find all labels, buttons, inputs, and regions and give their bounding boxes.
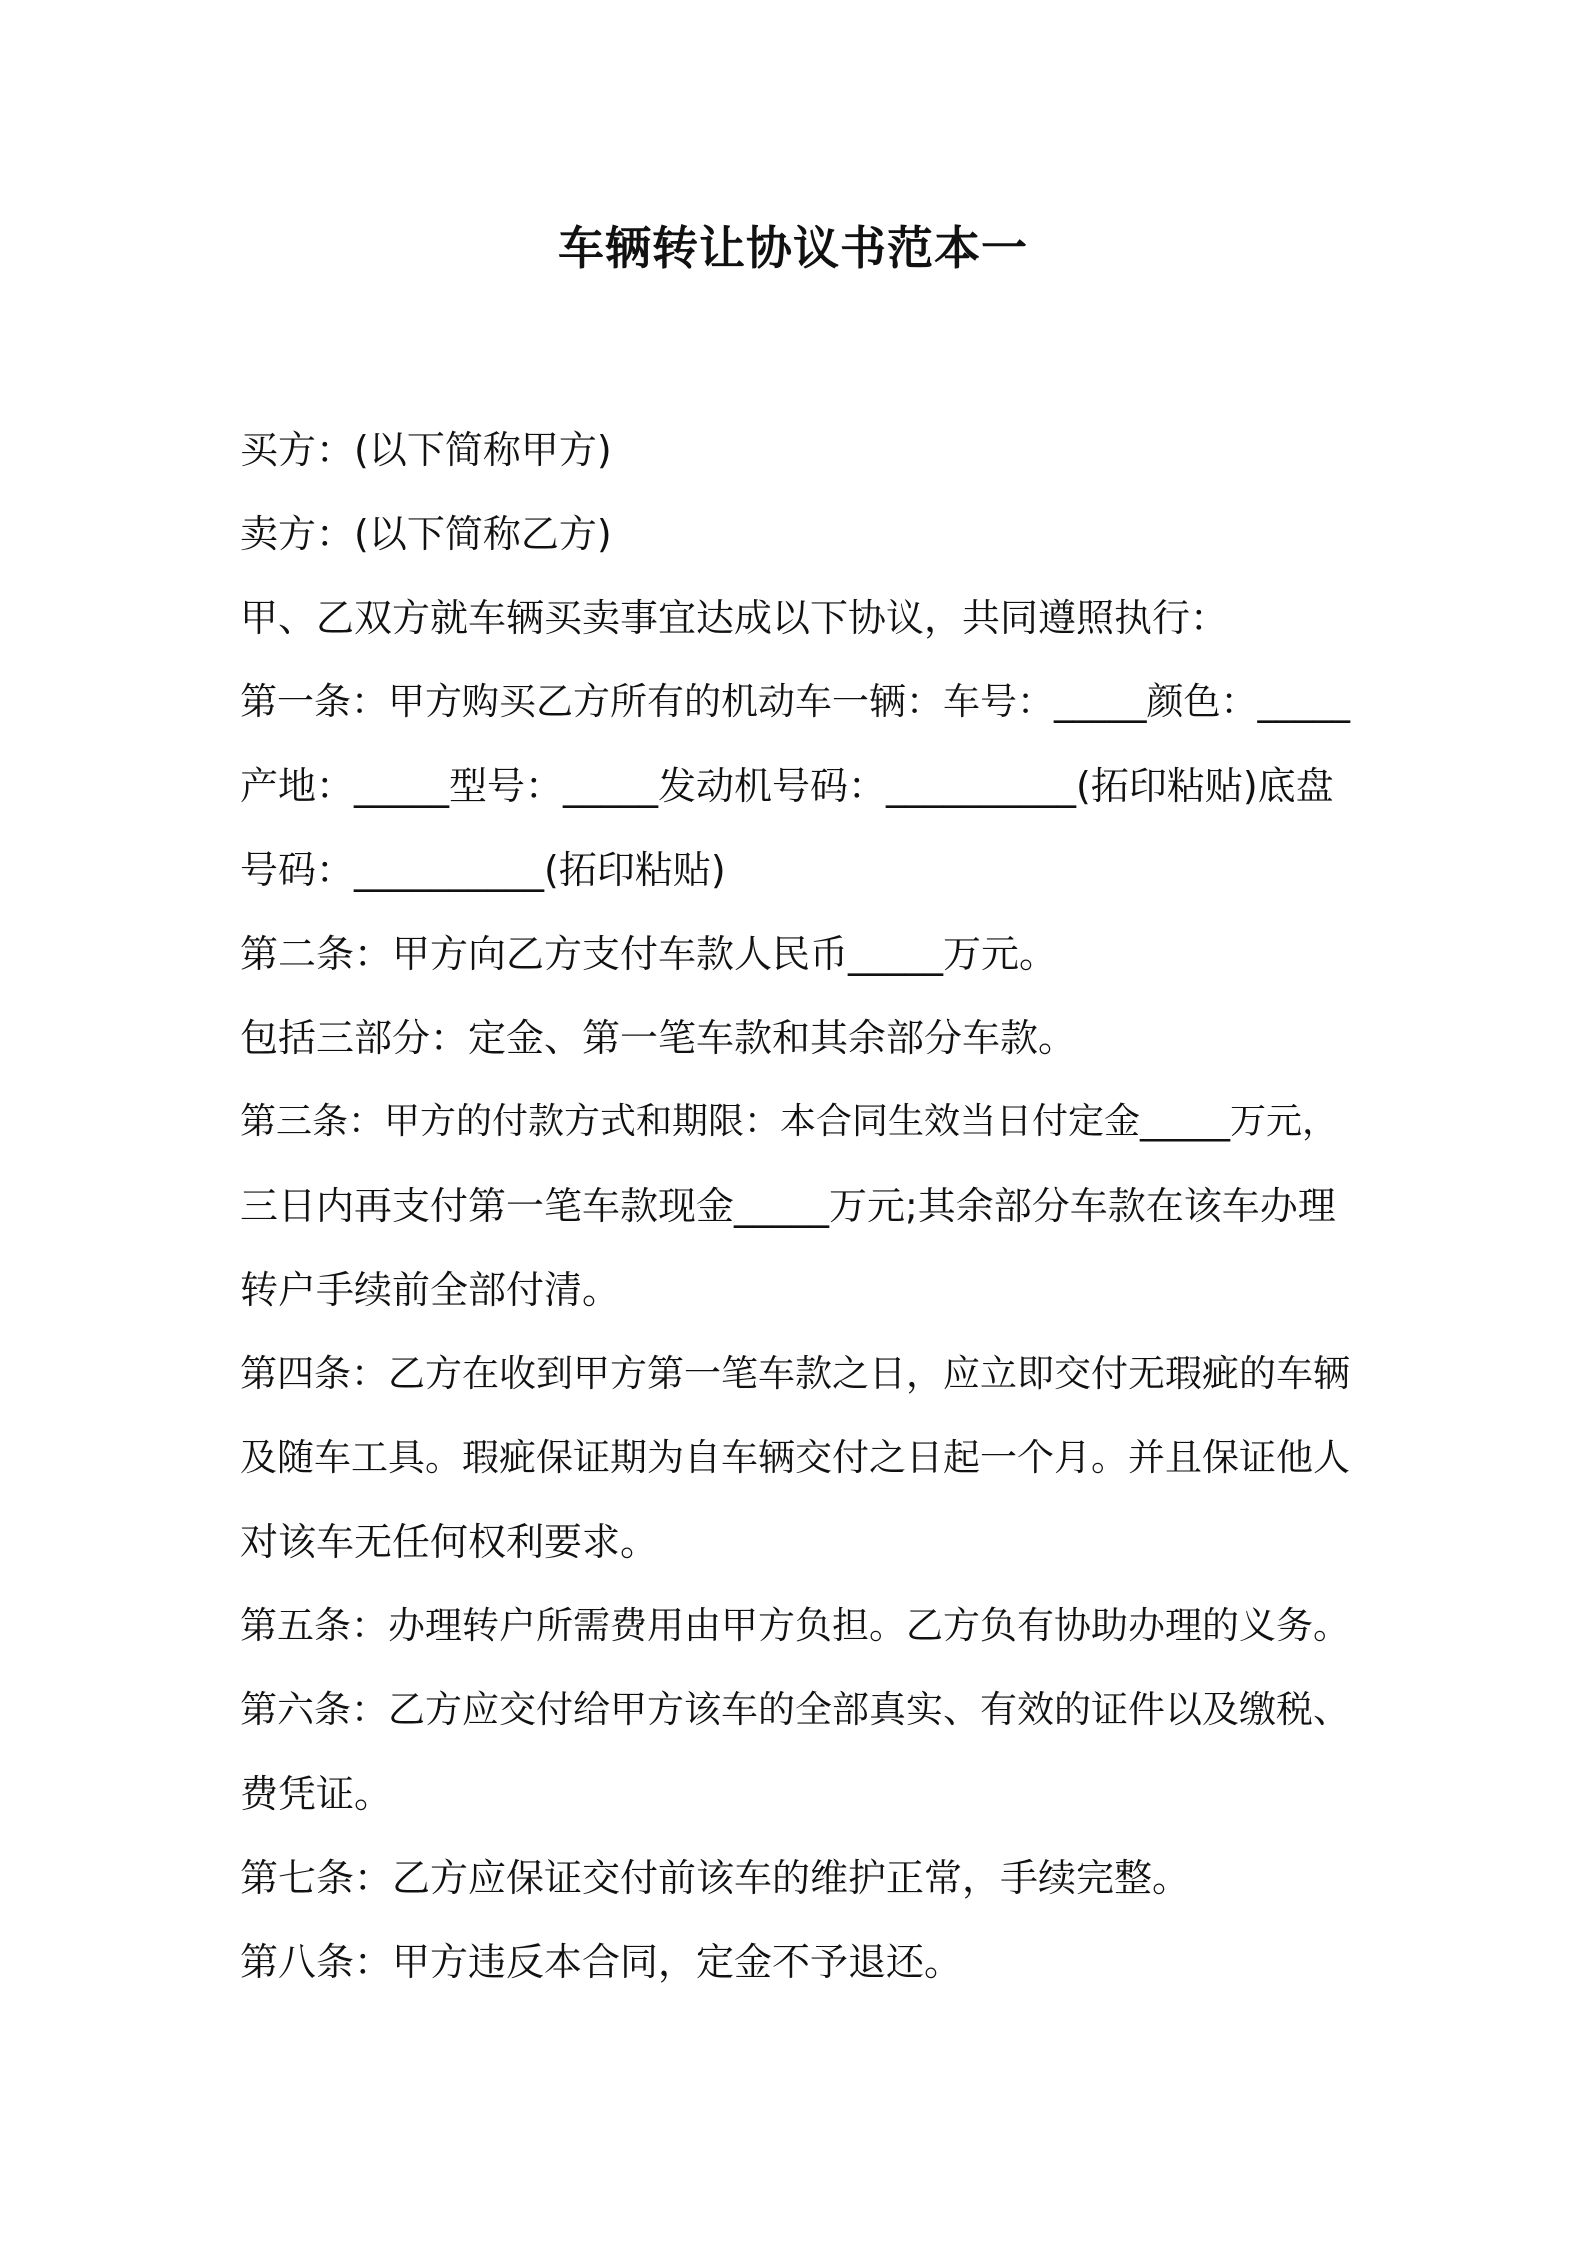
line-article-6-cont: 费凭证。: [240, 1772, 393, 1816]
line-article-6: 第六条：乙方应交付给甲方该车的全部真实、有效的证件以及缴税、: [240, 1688, 1350, 1731]
line-article-8: 第八条：甲方违反本合同，定金不予退还。: [240, 1940, 963, 1984]
line-article-3-cont: 转户手续前全部付清。: [240, 1268, 621, 1312]
line-article-3-cont: 三日内再支付第一笔车款现金_____万元;其余部分车款在该车办理: [240, 1184, 1336, 1228]
line-buyer: 买方：(以下简称甲方): [240, 428, 612, 472]
line-article-2: 第二条：甲方向乙方支付车款人民币_____万元。: [240, 932, 1058, 976]
line-article-4-cont: 及随车工具。瑕疵保证期为自车辆交付之日起一个月。并且保证他人: [240, 1436, 1350, 1479]
line-article-1-cont: 产地：_____型号：_____发动机号码：__________(拓印粘贴)底盘: [240, 764, 1334, 808]
line-article-1: 第一条：甲方购买乙方所有的机动车一辆：车号：_____颜色：_____: [240, 680, 1350, 723]
document-body: [240, 408, 1360, 2004]
line-article-1-cont: 号码：__________(拓印粘贴): [240, 848, 726, 892]
line-article-4: 第四条：乙方在收到甲方第一笔车款之日，应立即交付无瑕疵的车辆: [240, 1352, 1350, 1395]
line-seller: 卖方：(以下简称乙方): [240, 512, 612, 556]
line-article-7: 第七条：乙方应保证交付前该车的维护正常，手续完整。: [240, 1856, 1191, 1900]
line-article-5: 第五条：办理转户所需费用由甲方负担。乙方负有协助办理的义务。: [240, 1604, 1350, 1647]
line-article-3: 第三条：甲方的付款方式和期限：本合同生效当日付定金_____万元，: [240, 1101, 1339, 1142]
document-title: 车辆转让协议书范本一: [558, 221, 1028, 275]
line-article-2-cont: 包括三部分：定金、第一笔车款和其余部分车款。: [240, 1016, 1077, 1060]
line-preamble: 甲、乙双方就车辆买卖事宜达成以下协议，共同遵照执行：: [240, 596, 1229, 640]
line-article-4-cont: 对该车无任何权利要求。: [240, 1520, 659, 1564]
